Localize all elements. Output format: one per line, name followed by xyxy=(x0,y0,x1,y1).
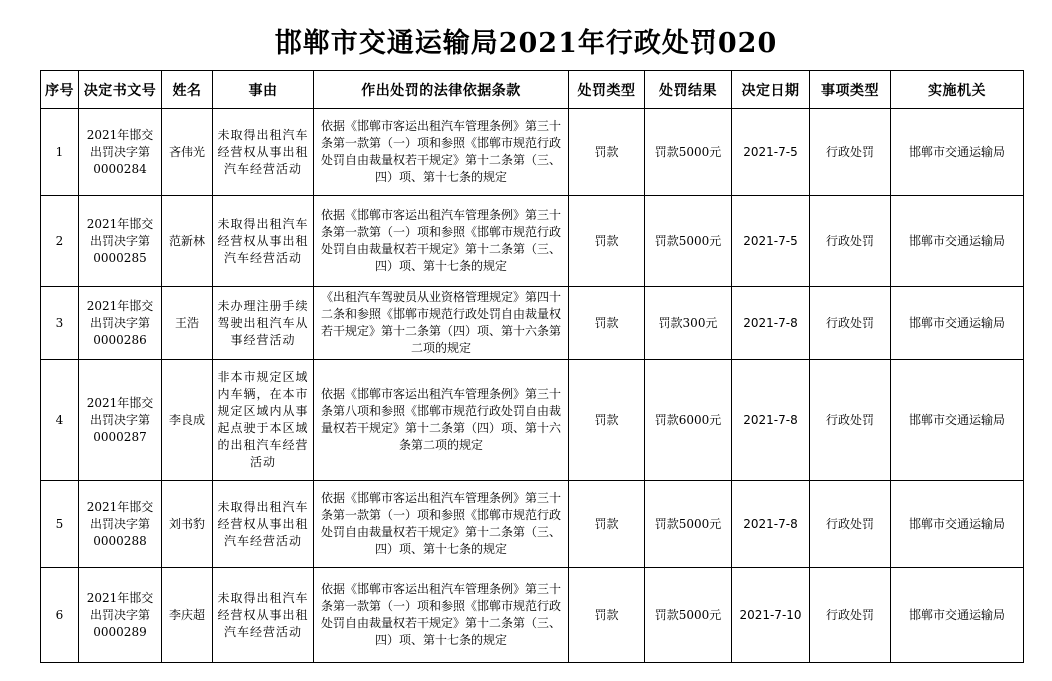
cell-name: 李庆超 xyxy=(162,568,213,663)
cell-reason: 未取得出租汽车经营权从事出租汽车经营活动 xyxy=(213,109,314,196)
cell-authority: 邯郸市交通运输局 xyxy=(891,287,1024,360)
cell-penalty-type: 罚款 xyxy=(569,109,645,196)
cell-decision-date: 2021-7-5 xyxy=(732,196,810,287)
header-doc-number: 决定书文号 xyxy=(79,71,162,109)
cell-reason: 非本市规定区域内车辆，在本市规定区域内从事起点驶于本区域的出租汽车经营活动 xyxy=(213,360,314,481)
cell-no: 1 xyxy=(41,109,79,196)
cell-category: 行政处罚 xyxy=(810,109,891,196)
header-reason: 事由 xyxy=(213,71,314,109)
header-authority: 实施机关 xyxy=(891,71,1024,109)
cell-decision-date: 2021-7-8 xyxy=(732,287,810,360)
cell-name: 吝伟光 xyxy=(162,109,213,196)
cell-legal-basis: 依据《邯郸市客运出租汽车管理条例》第三十条第八项和参照《邯郸市规范行政处罚自由裁量权若干规定》第十二条第（四）项、第十六条第二项的规定 xyxy=(314,360,569,481)
table-row xyxy=(41,287,1024,360)
cell-legal-basis: 依据《邯郸市客运出租汽车管理条例》第三十条第一款第（一）项和参照《邯郸市规范行政处罚自由裁量权若干规定》第十二条第（三、四）项、第十七条的规定 xyxy=(314,481,569,568)
cell-decision-date: 2021-7-8 xyxy=(732,481,810,568)
cell-no: 2 xyxy=(41,196,79,287)
cell-authority: 邯郸市交通运输局 xyxy=(891,109,1024,196)
cell-doc-number: 2021年邯交出罚决字第0000285 xyxy=(79,196,162,287)
cell-penalty-result: 罚款300元 xyxy=(645,287,732,360)
cell-doc-number: 2021年邯交出罚决字第0000284 xyxy=(79,109,162,196)
header-name: 姓名 xyxy=(162,71,213,109)
cell-category: 行政处罚 xyxy=(810,196,891,287)
cell-name: 李良成 xyxy=(162,360,213,481)
table-row xyxy=(41,481,1024,568)
cell-no: 5 xyxy=(41,481,79,568)
cell-category: 行政处罚 xyxy=(810,287,891,360)
cell-doc-number: 2021年邯交出罚决字第0000286 xyxy=(79,287,162,360)
cell-penalty-type: 罚款 xyxy=(569,481,645,568)
cell-penalty-type: 罚款 xyxy=(569,287,645,360)
cell-name: 刘书豹 xyxy=(162,481,213,568)
header-category: 事项类型 xyxy=(810,71,891,109)
cell-doc-number: 2021年邯交出罚决字第0000288 xyxy=(79,481,162,568)
cell-reason: 未取得出租汽车经营权从事出租汽车经营活动 xyxy=(213,481,314,568)
document-title: 邯郸市交通运输局2021年行政处罚020 xyxy=(274,28,778,59)
cell-name: 王浩 xyxy=(162,287,213,360)
cell-name: 范新林 xyxy=(162,196,213,287)
penalty-table xyxy=(40,70,1024,663)
table-row xyxy=(41,568,1024,663)
cell-category: 行政处罚 xyxy=(810,481,891,568)
cell-authority: 邯郸市交通运输局 xyxy=(891,196,1024,287)
header-penalty-result: 处罚结果 xyxy=(645,71,732,109)
cell-category: 行政处罚 xyxy=(810,568,891,663)
cell-penalty-type: 罚款 xyxy=(569,360,645,481)
cell-no: 3 xyxy=(41,287,79,360)
cell-penalty-result: 罚款5000元 xyxy=(645,568,732,663)
table-row xyxy=(41,109,1024,196)
table-row xyxy=(41,360,1024,481)
cell-legal-basis: 《出租汽车驾驶员从业资格管理规定》第四十二条和参照《邯郸市规范行政处罚自由裁量权若干规定》第十二条第（四）项、第十六条第二项的规定 xyxy=(314,287,569,360)
cell-no: 4 xyxy=(41,360,79,481)
cell-authority: 邯郸市交通运输局 xyxy=(891,360,1024,481)
cell-reason: 未取得出租汽车经营权从事出租汽车经营活动 xyxy=(213,568,314,663)
cell-reason: 未办理注册手续驾驶出租汽车从事经营活动 xyxy=(213,287,314,360)
header-legal-basis: 作出处罚的法律依据条款 xyxy=(314,71,569,109)
header-no: 序号 xyxy=(41,71,79,109)
cell-category: 行政处罚 xyxy=(810,360,891,481)
cell-legal-basis: 依据《邯郸市客运出租汽车管理条例》第三十条第一款第（一）项和参照《邯郸市规范行政处罚自由裁量权若干规定》第十二条第（三、四）项、第十七条的规定 xyxy=(314,568,569,663)
cell-decision-date: 2021-7-10 xyxy=(732,568,810,663)
cell-penalty-result: 罚款5000元 xyxy=(645,196,732,287)
cell-reason: 未取得出租汽车经营权从事出租汽车经营活动 xyxy=(213,196,314,287)
cell-authority: 邯郸市交通运输局 xyxy=(891,568,1024,663)
cell-authority: 邯郸市交通运输局 xyxy=(891,481,1024,568)
table-row xyxy=(41,196,1024,287)
cell-penalty-result: 罚款5000元 xyxy=(645,109,732,196)
cell-no: 6 xyxy=(41,568,79,663)
cell-doc-number: 2021年邯交出罚决字第0000289 xyxy=(79,568,162,663)
cell-penalty-result: 罚款5000元 xyxy=(645,481,732,568)
cell-penalty-type: 罚款 xyxy=(569,568,645,663)
header-row xyxy=(41,71,1024,109)
header-penalty-type: 处罚类型 xyxy=(569,71,645,109)
header-decision-date: 决定日期 xyxy=(732,71,810,109)
cell-decision-date: 2021-7-5 xyxy=(732,109,810,196)
cell-doc-number: 2021年邯交出罚决字第0000287 xyxy=(79,360,162,481)
cell-legal-basis: 依据《邯郸市客运出租汽车管理条例》第三十条第一款第（一）项和参照《邯郸市规范行政处罚自由裁量权若干规定》第十二条第（三、四）项、第十七条的规定 xyxy=(314,109,569,196)
cell-penalty-result: 罚款6000元 xyxy=(645,360,732,481)
cell-penalty-type: 罚款 xyxy=(569,196,645,287)
cell-decision-date: 2021-7-8 xyxy=(732,360,810,481)
cell-legal-basis: 依据《邯郸市客运出租汽车管理条例》第三十条第一款第（一）项和参照《邯郸市规范行政处罚自由裁量权若干规定》第十二条第（三、四）项、第十七条的规定 xyxy=(314,196,569,287)
